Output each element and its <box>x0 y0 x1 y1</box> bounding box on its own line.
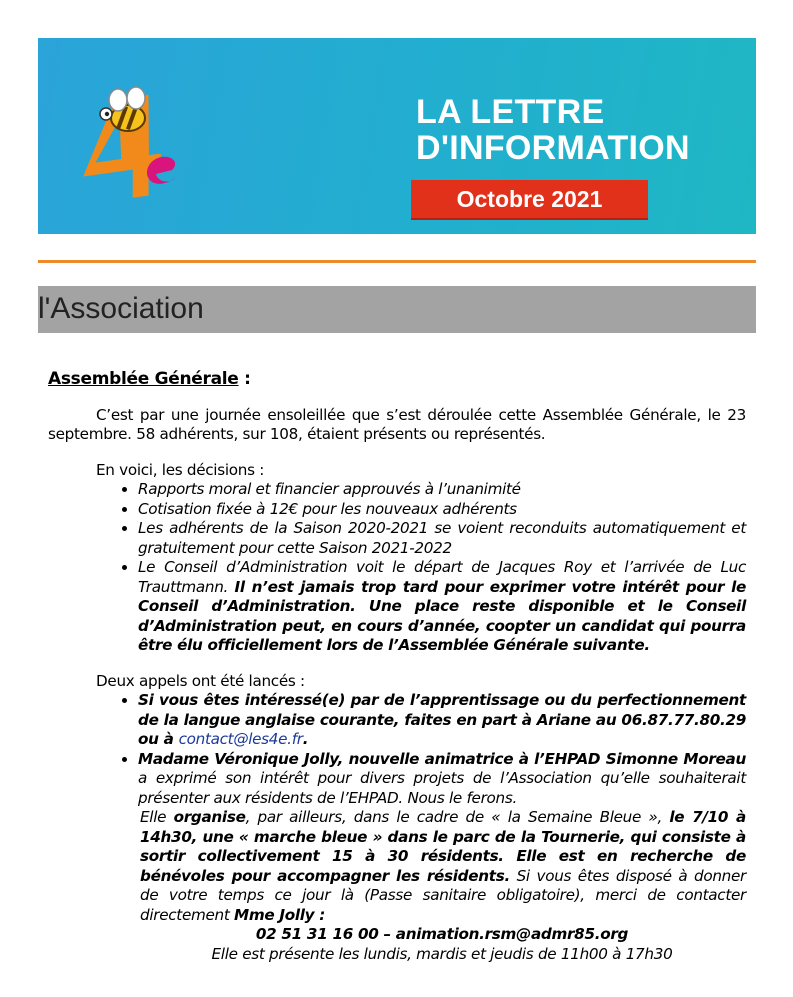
banner-title-line-2: D'INFORMATION <box>416 129 690 167</box>
list-item: • Madame Véronique Jolly, nouvelle animatrice à l’EHPAD Simonne Moreau a exprimé son intérêt pour divers projets de l’Association qu’elle souhaiterait présenter aux résidents de l’EHPAD. Nous le ferons. <box>138 750 746 809</box>
article <box>48 370 746 964</box>
list-item: • Les adhérents de la Saison 2020-2021 se voient reconduits automatiquement et gratuitement pour cette Saison 2021-2022 <box>138 519 746 558</box>
list-item: • Si vous êtes intéressé(e) par de l’apprentissage ou du perfectionnement de la langue anglaise courante, faites en part à Ariane au 06.87.77.80.29 ou à contact@les4e.fr. <box>138 691 746 750</box>
follow-paragraph: Elle organise, par ailleurs, dans le cadre de « la Semaine Bleue », le 7/10 à 14h30, une « marche bleue » dans le parc de la Tournerie, qui consiste à sortir collectivement 15 à 30 résidents. Elle est en recherche de bénévoles pour accompagner les résidents. Si vous êtes disposé à donner de votre temps ce jour là (Passe sanitaire obligatoire), merci de contacter directement Mme Jolly : <box>140 808 746 924</box>
appeals-list <box>48 691 746 808</box>
decisions-lead: En voici, les décisions : <box>96 460 265 479</box>
list-item: • Rapports moral et financier approuvés à l’unanimité <box>138 480 746 500</box>
section-title: l'Association <box>38 292 204 325</box>
article-heading: Assemblée Générale : <box>48 369 251 389</box>
les4e-logo <box>58 70 208 210</box>
appeals-lead: Deux appels ont été lancés : <box>96 671 305 690</box>
list-item: • Cotisation fixée à 12€ pour les nouveaux adhérents <box>138 500 746 520</box>
contact-line: 02 51 31 16 00 – animation.rsm@admr85.org <box>255 925 629 943</box>
issue-date-badge: Octobre 2021 <box>411 180 648 220</box>
list-item: • Le Conseil d’Administration voit le départ de Jacques Roy et l’arrivée de Luc Trauttmann. Il n’est jamais trop tard pour exprimer votre intérêt pour le Conseil d’Administration. Une place reste disponible et le Conseil d’Administration peut, en cours d’année, coopter un candidat qui pourra être élu officiellement lors de l’Assemblée Générale suivante. <box>138 558 746 656</box>
section-header <box>38 286 756 333</box>
banner-title <box>416 94 690 166</box>
contact-email-link[interactable]: contact@les4e.fr <box>178 730 303 748</box>
decisions-list <box>48 480 746 656</box>
intro-paragraph: C’est par une journée ensoleillée que s’est déroulée cette Assemblée Générale, le 23 septembre. 58 adhérents, sur 108, étaient présents ou représentés. <box>48 405 746 443</box>
banner-title-line-1: LA LETTRE <box>416 93 605 131</box>
hours-line: Elle est présente les lundis, mardis et jeudis de 11h00 à 17h30 <box>211 944 673 963</box>
divider <box>38 260 756 263</box>
